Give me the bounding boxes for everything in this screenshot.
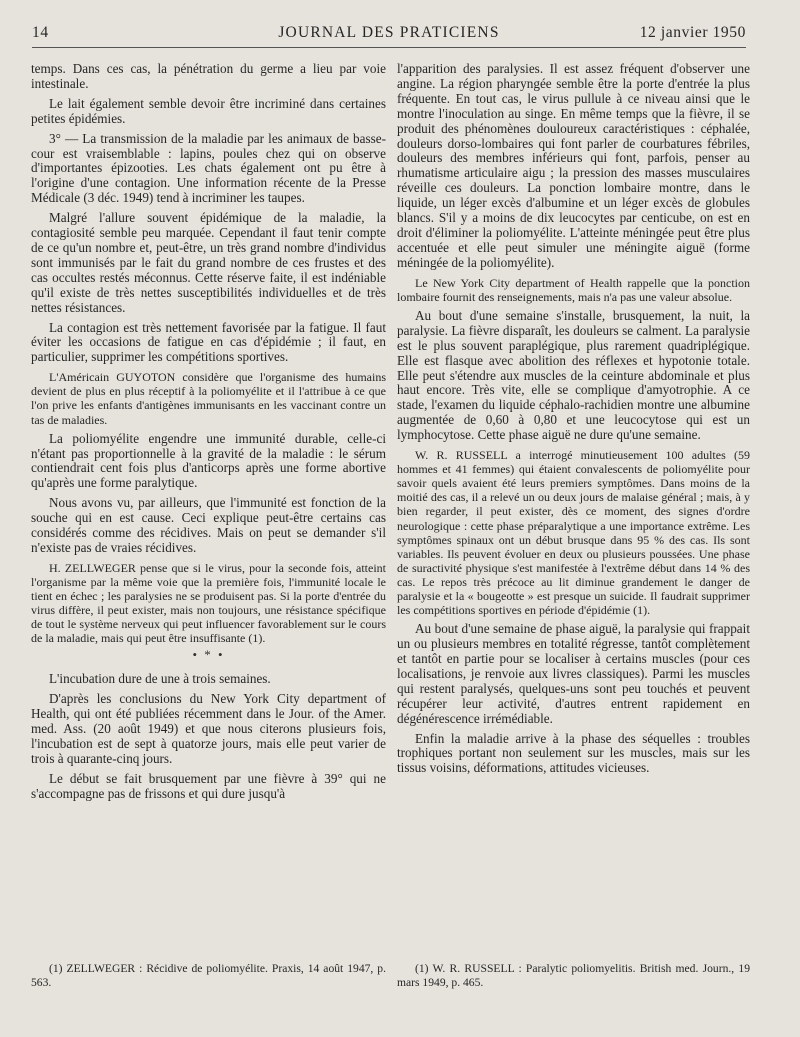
header-rule	[32, 47, 746, 48]
paragraph: La poliomyélite engendre une immunité durable, celle-ci n'étant pas proportionnelle à la gravité de la maladie : le sérum contiendrait cent fois plus d'anticorps après une forme abortive qu'après une forme paralytique.	[31, 430, 386, 491]
paragraph: Nous avons vu, par ailleurs, que l'immunité est fonction de la souche qui en est cause. Ceci explique peut-être certains cas considérés comme des récidives. Mais on peut se demander s'il n'existe pas de vraies récidives.	[31, 495, 386, 555]
paragraph: H. ZELLWEGER pense que si le virus, pour la seconde fois, atteint l'organisme par la même voie que la première fois, l'immunité locale le tient en échec ; les paralysies ne se produisent pas. Si la porte d'entrée du virus diffère, il peut exister, mais non toujours, une résistance spécifique de tout le système nerveux qui peut influencer favorablement sur le cours de la maladie, mais qui peut être insuffisante (1).	[31, 560, 386, 646]
issue-date: 12 janvier 1950	[639, 24, 746, 41]
footnote: (1) W. R. RUSSELL : Paralytic poliomyelitis. British med. Journ., 19 mars 1949, p. 465.	[397, 962, 750, 989]
paragraph: Enfin la maladie arrive à la phase des séquelles : troubles trophiques portant non seulement sur les muscles, mais sur les tissus voisins, déformations, attitudes vicieuses.	[397, 730, 750, 776]
section-separator: • * •	[192, 647, 225, 663]
footnote-left	[31, 962, 386, 990]
left-column	[31, 62, 386, 807]
paragraph: D'après les conclusions du New York City department of Health, qui ont été publiées récemment dans le Jour. of the Amer. med. Ass. (20 août 1949) et que nous citerons plusieurs fois, l'incubation est de sept à quatorze jours, mais elle peut varier de trois à quarante-cinq jours.	[31, 691, 386, 766]
paragraph: Au bout d'une semaine s'installe, brusquement, la nuit, la paralysie. La fièvre disparaît, les douleurs se calment. La paralysie est le plus souvent paraplégique, plus rarement quadriplégique. Elle est flasque avec abolition des réflexes et hypotonie totale. Elle peut s'étendre aux muscles de la ceinture abdominale et plus haut encore. Très vite, elle se complique d'amyotrophie. A ce stade, l'examen du liquide céphalo-rachidien montre une albumine augmentée de 0,60 à 0,80 et une leucocytose qui est un lymphocytose. Cette phase aiguë ne dure qu'une semaine.	[397, 307, 750, 443]
footnote-right	[397, 962, 750, 990]
paragraph: Le début se fait brusquement par une fièvre à 39° qui ne s'accompagne pas de frissons et qui dure jusqu'à	[31, 770, 386, 801]
paragraph: L'incubation dure de une à trois semaines.	[49, 671, 271, 687]
paragraph: Le New York City department of Health rappelle que la ponction lombaire fournit des renseignements, mais n'a pas une valeur absolue.	[397, 275, 750, 304]
paragraph: Au bout d'une semaine de phase aiguë, la paralysie qui frappait un ou plusieurs membres en totalité régresse, tantôt complètement et tantôt en partie pour se localiser à certains muscles (pour ces localisations, je renvoie aux livres classiques). Parmi les muscles qui restent paralysés, quelques-uns sont peu touchés et peuvent récupérer leur activité, d'autres entrent rapidement en dégénérescence irrémédiable.	[397, 621, 750, 726]
footnote: (1) ZELLWEGER : Récidive de poliomyélite. Praxis, 14 août 1947, p. 563.	[31, 962, 386, 989]
paragraph: L'Américain GUYOTON considère que l'organisme des humains devient de plus en plus réceptif à la poliomyélite et il l'attribue à ce que l'on prive les enfants d'antigènes immunisants en les vaccinant contre un tas de maladies.	[31, 370, 386, 427]
paragraph: La contagion est très nettement favorisée par la fatigue. Il faut éviter les occasions de fatigue en cas d'épidémie ; il faut, en particulier, supprimer les compétitions sportives.	[31, 319, 386, 365]
paragraph: 3° — La transmission de la maladie par les animaux de basse-cour est vraisemblable : lapins, poules chez qui on observe d'importantes épizooties. Les chats également ont pu être à l'origine d'une contagion. Une information récente de la Presse Médicale (3 déc. 1949) tend à incriminer les taupes.	[31, 130, 386, 206]
paragraph: W. R. RUSSELL a interrogé minutieusement 100 adultes (59 hommes et 41 femmes) qui étaient convalescents de poliomyélite pour savoir quels avaient été leurs premiers symptômes. Dans moins de la moitié des cas, il a relevé un ou deux jours de malaise général ; mais, à y bien regarder, il peut exister, dès ce moment, des signes d'ordre neurologique : cette phase préparalytique a une importance extrême. Les symptômes spinaux ont un début brusque dans 95 % des cas. Ils sont variables. Ils peuvent évoluer en deux ou plusieurs poussées. Une phase de suractivité physique s'est manifestée à l'extrême début dans 14 % des cas. Le repos très précoce au lit diminue grandement le danger de paralysie et la « bougeotte » est presque un suicide. Il faudrait supprimer les compétitions sportives en période d'épidémie (1).	[397, 448, 750, 618]
paragraph: temps. Dans ces cas, la pénétration du germe a lieu par voie intestinale.	[31, 61, 386, 91]
paragraph: Le lait également semble devoir être incriminé dans certaines petites épidémies.	[31, 95, 386, 126]
paragraph: l'apparition des paralysies. Il est assez fréquent d'observer une angine. La région pharyngée semble être la porte d'entrée la plus fréquente. En tout cas, le virus pullule à ce niveau ainsi que le montre l'inoculation au singe. En même temps que la fièvre, il se produit des phénomènes douloureux caractéristiques : céphalée, douleurs dorso-lombaires qui font parler de courbatures fébriles, douleurs des membres inférieurs qui font, parfois, penser au rhumatisme articulaire aigu ; la pression des masses musculaires réveille ces douleurs. La ponction lombaire montre, dans le liquide, un léger excès d'albumine et un léger excès de globules blancs. S'il y a moins de dix leucocytes par centicube, on est en droit d'éliminer la poliomyélite. L'atteinte méningée peut être plus accentuée et elle peut simuler une méningite aiguë (forme méningée de la poliomyélite).	[397, 61, 750, 270]
page-number: 14	[32, 24, 49, 41]
page-header	[32, 24, 746, 48]
right-column	[397, 62, 750, 781]
paragraph: Malgré l'allure souvent épidémique de la maladie, la contagiosité semble peu marquée. Cependant il faut tenir compte de ce qu'un nombre et, peut-être, un très grand nombre d'individus sont immunisés par le fait du grand nombre de ces frustes et des cas occultes restés méconnus. Cette réserve faite, il est indéniable qu'il existe de très nettes susceptibilités individuelles et de très nettes résistances.	[31, 210, 386, 315]
journal-title: JOURNAL DES PRATICIENS	[278, 24, 500, 41]
